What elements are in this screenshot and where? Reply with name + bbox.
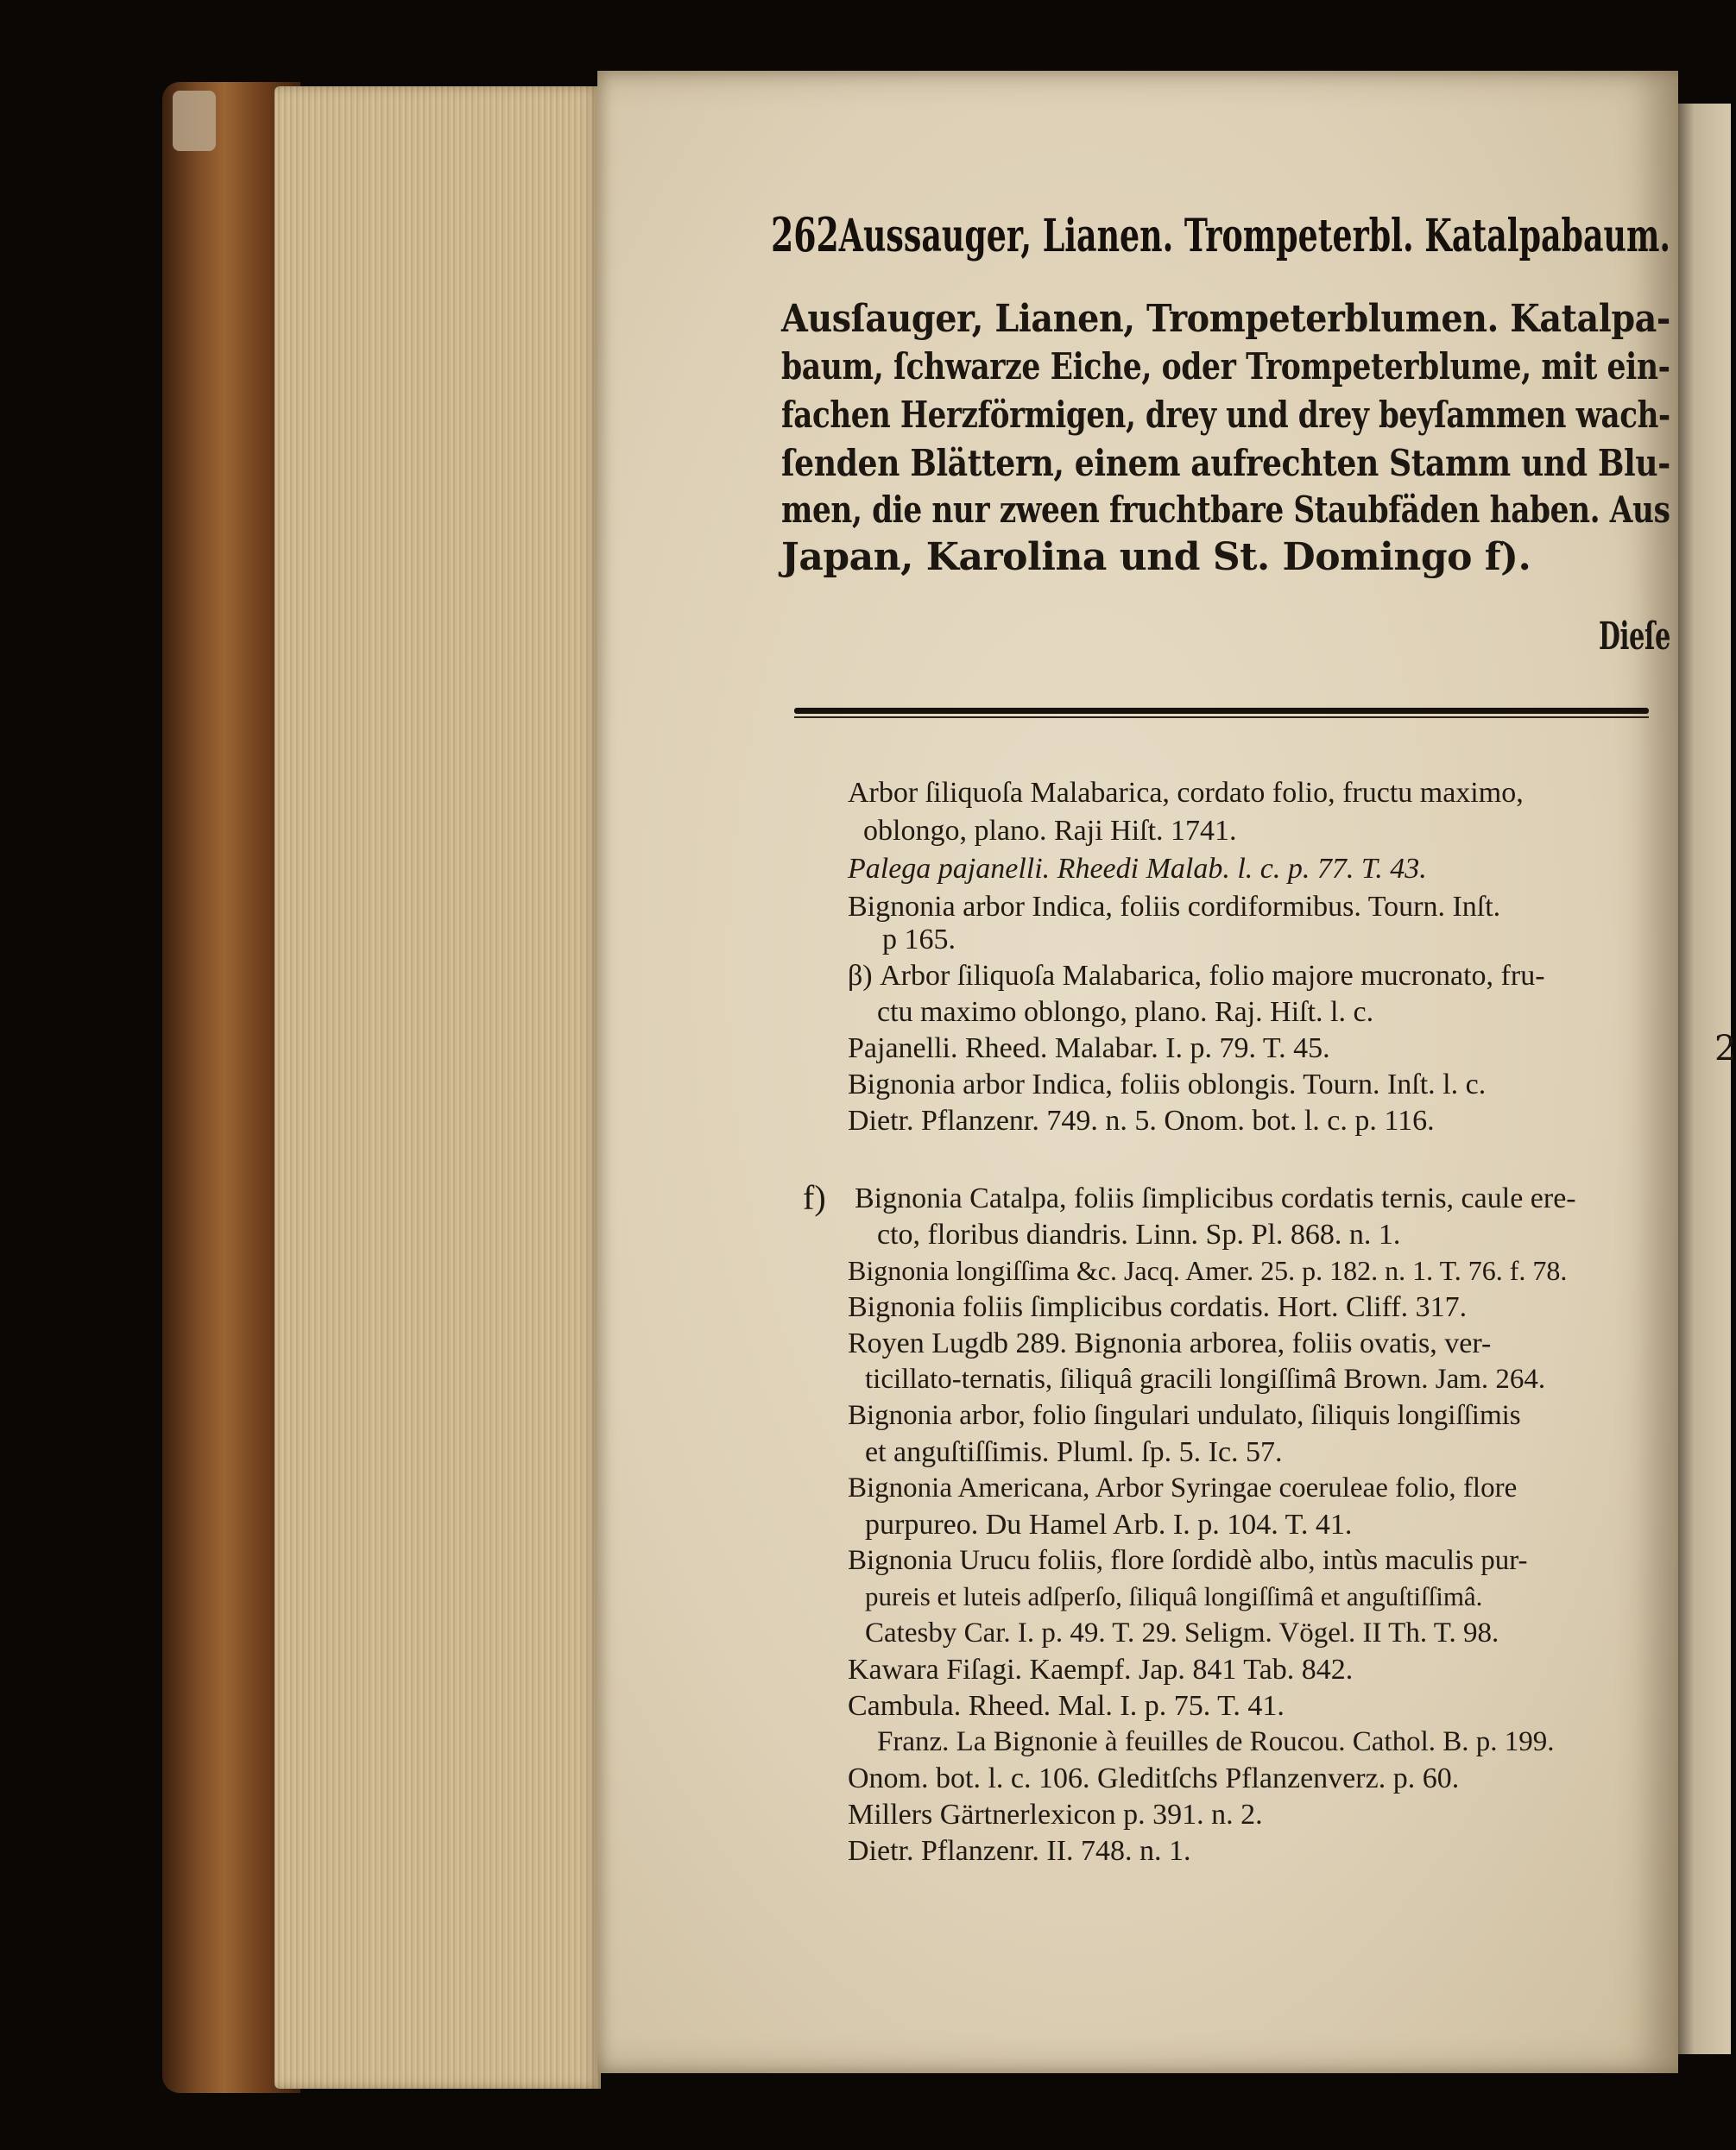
footnote-line: Cambula. Rheed. Mal. I. p. 75. T. 41.: [848, 1690, 1285, 1722]
main-text-line: men, die nur zween fruchtbare Staubfäden haben. Aus: [781, 489, 1670, 531]
separator-rule-thin: [794, 716, 1649, 718]
main-text-line: baum, ſchwarze Eiche, oder Trompeterblume, mit ein-: [781, 345, 1670, 388]
synonym-line: β) Arbor ſiliquoſa Malabarica, folio majore mucronato, fru-: [848, 960, 1545, 992]
page-number: 262: [771, 207, 839, 262]
main-text-line: Ausſauger, Lianen, Trompeterblumen. Katalpa-: [781, 297, 1670, 341]
footnote-line: Bignonia Americana, Arbor Syringae coeruleae folio, flore: [848, 1472, 1518, 1504]
main-text-line: fachen Herzförmigen, drey und drey beyſammen wach-: [781, 394, 1670, 436]
synonym-line: Bignonia arbor Indica, foliis cordiformibus. Tourn. Inſt.: [848, 891, 1501, 923]
running-head-title: Aussauger, Lianen. Trompeterbl. Katalpabaum.: [838, 210, 1671, 262]
footnote-line: ticillato-ternatis, ſiliquâ gracili longiſſimâ Brown. Jam. 264.: [865, 1364, 1546, 1395]
main-text-line: ſenden Blättern, einem aufrechten Stamm und Blu-: [781, 442, 1670, 484]
running-head: [771, 207, 1670, 262]
footnote-line: Dietr. Pflanzenr. II. 748. n. 1.: [848, 1835, 1191, 1867]
synonym-line: p 165.: [882, 924, 956, 955]
footnote-line: Bignonia foliis ſimplicibus cordatis. Hort. Cliff. 317.: [848, 1291, 1468, 1323]
synonym-line: Palega pajanelli. Rheedi Malab. l. c. p. 77. T. 43.: [848, 853, 1427, 885]
facing-page-fragment: 2: [1714, 1029, 1736, 1069]
footnote-line: purpureo. Du Hamel Arb. I. p. 104. T. 41.: [865, 1509, 1353, 1541]
synonym-line: Dietr. Pflanzenr. 749. n. 5. Onom. bot. l. c. p. 116.: [848, 1105, 1435, 1137]
footnote-line: et anguſtiſſimis. Pluml. ſp. 5. Ic. 57.: [865, 1436, 1283, 1468]
footnote-line: Onom. bot. l. c. 106. Gleditſchs Pflanzenverz. p. 60.: [848, 1762, 1460, 1794]
footnote-line: Franz. La Bignonie à feuilles de Roucou. Cathol. B. p. 199.: [877, 1726, 1555, 1757]
synonym-line: Arbor ſiliquoſa Malabarica, cordato folio, fructu maximo,: [848, 777, 1524, 809]
synonym-line: oblongo, plano. Raji Hiſt. 1741.: [863, 815, 1237, 847]
footnote-line: Bignonia longiſſima &c. Jacq. Amer. 25. p. 182. n. 1. T. 76. f. 78.: [848, 1255, 1568, 1286]
catchword: Dieſe: [1599, 615, 1670, 659]
synonym-line: ctu maximo oblongo, plano. Raj. Hiſt. l. c.: [877, 996, 1374, 1028]
page-stack-edge: [275, 86, 601, 2089]
synonym-line: Bignonia arbor Indica, foliis oblongis. Tourn. Inſt. l. c.: [848, 1069, 1487, 1100]
footnote-line: cto, floribus diandris. Linn. Sp. Pl. 868. n. 1.: [877, 1219, 1401, 1251]
footnote-label: f): [803, 1178, 826, 1217]
separator-rule: [794, 708, 1649, 714]
footnote-line: Bignonia Catalpa, foliis ſimplicibus cordatis ternis, caule ere-: [855, 1182, 1576, 1214]
cover-wear-mark: [173, 91, 216, 151]
footnote-line: Bignonia arbor, folio ſingulari undulato, ſiliquis longiſſimis: [848, 1400, 1521, 1431]
footnote-line: Bignonia Urucu foliis, flore ſordidè albo, intùs maculis pur-: [848, 1545, 1528, 1576]
footnote-line: Royen Lugdb 289. Bignonia arborea, foliis ovatis, ver-: [848, 1327, 1492, 1359]
footnote-line: Catesby Car. I. p. 49. T. 29. Seligm. Vögel. II Th. T. 98.: [865, 1617, 1499, 1649]
footnote-line: Millers Gärtnerlexicon p. 391. n. 2.: [848, 1799, 1263, 1831]
footnote-line: pureis et luteis adſperſo, ſiliquâ longiſſimâ et anguſtiſſimâ.: [865, 1581, 1483, 1611]
footnote-line: Kawara Fiſagi. Kaempf. Jap. 841 Tab. 842.: [848, 1654, 1354, 1686]
facing-page-edge: [1678, 104, 1731, 2054]
synonym-line: Pajanelli. Rheed. Malabar. I. p. 79. T. 45.: [848, 1032, 1330, 1064]
main-text-line: Japan, Karolina und St. Domingo f).: [781, 535, 1531, 579]
